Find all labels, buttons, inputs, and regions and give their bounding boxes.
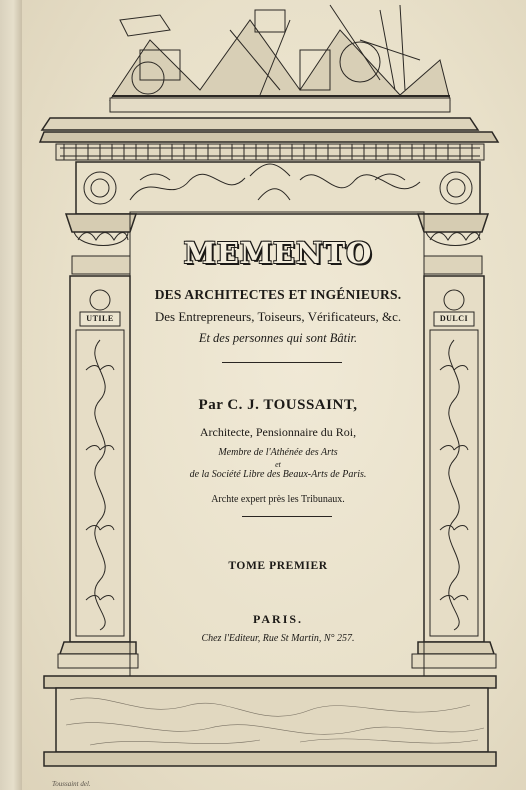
divider-rule [222, 362, 342, 363]
publisher-address: Chez l'Editeur, Rue St Martin, N° 257. [201, 633, 355, 644]
membership-line-2: de la Société Libre des Beaux-Arts de Paris. [189, 469, 367, 480]
subtitle-line-1: DES ARCHITECTES ET INGÉNIEURS. [154, 287, 402, 302]
author-name: Par C. J. TOUSSAINT, [198, 397, 358, 413]
tools-trophy-illustration [110, 5, 450, 100]
volume-label: TOME PREMIER [228, 560, 328, 572]
author-role: Architecte, Pensionnaire du Roi, [199, 425, 357, 439]
engraver-signature: Toussaint del. [52, 780, 91, 788]
membership-line-1: Membre de l'Athénée des Arts [218, 447, 338, 458]
badge-utile: UTILE [86, 314, 114, 323]
badge-dulci: DULCI [439, 314, 469, 323]
subtitle-line-2: Des Entrepreneurs, Toiseurs, Vérificateurs, &c. [154, 309, 402, 324]
membership-conjunction: et [275, 460, 281, 469]
publication-city: PARIS. [252, 612, 304, 626]
divider-rule-2 [242, 516, 332, 517]
book-title: MEMENTO [183, 236, 373, 270]
subtitle-line-3: Et des personnes qui sont Bâtir. [198, 331, 358, 345]
expert-line: Archte expert près les Tribunaux. [211, 494, 345, 505]
